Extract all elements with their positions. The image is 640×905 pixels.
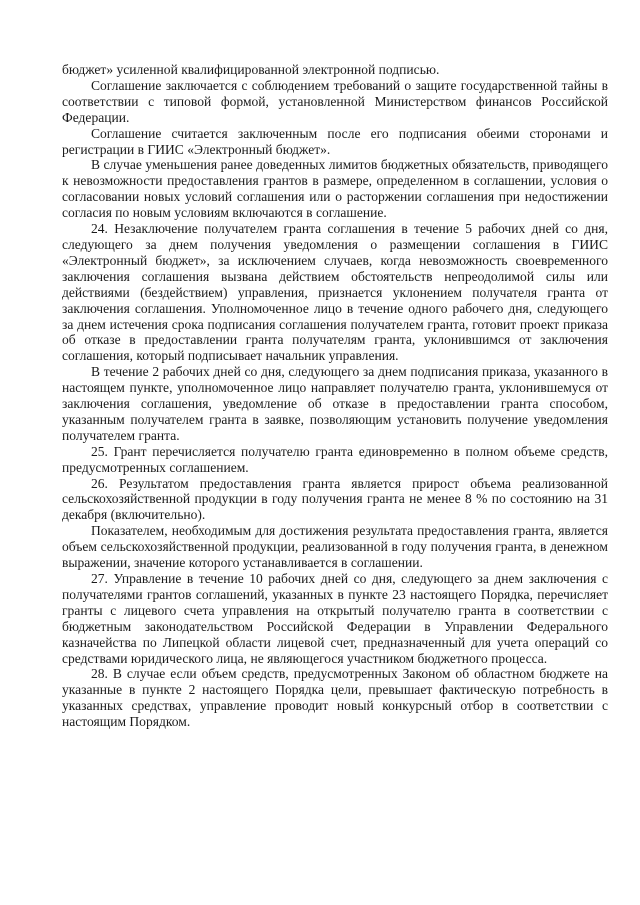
- paragraph-item-28: 28. В случае если объем средств, предусмотренных Законом об областном бюджете на указанные в пункте 2 настоящего Порядка цели, превышает фактическую потребность в указанных средствах, управление проводит новый конкурсный отбор в соответствии с настоящим Порядком.: [62, 666, 608, 730]
- paragraph-item-26: 26. Результатом предоставления гранта является прирост объема реализованной сельскохозяйственной продукции в году получения гранта не менее 8 % по состоянию на 31 декабря (включительно).: [62, 475, 608, 523]
- paragraph-agreement-concluded: Соглашение считается заключенным после его подписания обеими сторонами и регистрации в ГИИС «Электронный бюджет».: [62, 125, 608, 157]
- paragraph-item-27: 27. Управление в течение 10 рабочих дней со дня, следующего за днем заключения с получателями грантов соглашений, указанных в пункте 23 настоящего Порядка, перечисляет гранты с лицевого счета управления на открытый получателю гранта в соответствии с бюджетным законодательством Российской Федерации в Управлении Федерального казначейства по Липецкой области лицевой счет, предназначенный для учета операций со средствами юридического лица, не являющегося участником бюджетного процесса.: [62, 571, 608, 666]
- paragraph-budget-limits: В случае уменьшения ранее доведенных лимитов бюджетных обязательств, приводящего к невозможности предоставления грантов в размере, определенном в соглашении, условия о согласовании новых условий соглашения или о расторжении соглашения при недостижении согласия по новым условиям включаются в соглашение.: [62, 157, 608, 221]
- paragraph-indicator: Показателем, необходимым для достижения результата предоставления гранта, является объем сельскохозяйственной продукции, реализованной в году получения гранта, в денежном выражении, значение которого устанавливается в соглашении.: [62, 523, 608, 571]
- paragraph-item-25: 25. Грант перечисляется получателю гранта единовременно в полном объеме средств, предусмотренных соглашением.: [62, 443, 608, 475]
- paragraph-signature-continuation: бюджет» усиленной квалифицированной электронной подписью.: [62, 62, 440, 77]
- paragraph-state-secret: Соглашение заключается с соблюдением требований о защите государственной тайны в соответствии с типовой формой, установленной Министерством финансов Российской Федерации.: [62, 77, 608, 125]
- paragraph-refusal-notice: В течение 2 рабочих дней со дня, следующего за днем подписания приказа, указанного в настоящем пункте, уполномоченное лицо направляет получателю гранта, уклонившемуся от заключения соглашения, уведомление об отказе в предоставлении гранта способом, указанным получателем гранта в заявке, позволяющим установить получение уведомления получателем гранта.: [62, 364, 608, 443]
- paragraph-item-24: 24. Незаключение получателем гранта соглашения в течение 5 рабочих дней со дня, следующего за днем получения уведомления о размещении соглашения в ГИИС «Электронный бюджет», за исключением случаев, когда невозможность своевременного заключения соглашения вызвана действием обстоятельств непреодолимой силы или действиями (бездействием) управления, признается уклонением получателя гранта от заключения соглашения. Уполномоченное лицо в течение одного рабочего дня, следующего за днем истечения срока подписания соглашения получателем гранта, готовит проект приказа об отказе в предоставлении гранта получателям гранта, уклонившимся от заключения соглашения, который подписывает начальник управления.: [62, 221, 608, 364]
- document-page: [62, 62, 608, 730]
